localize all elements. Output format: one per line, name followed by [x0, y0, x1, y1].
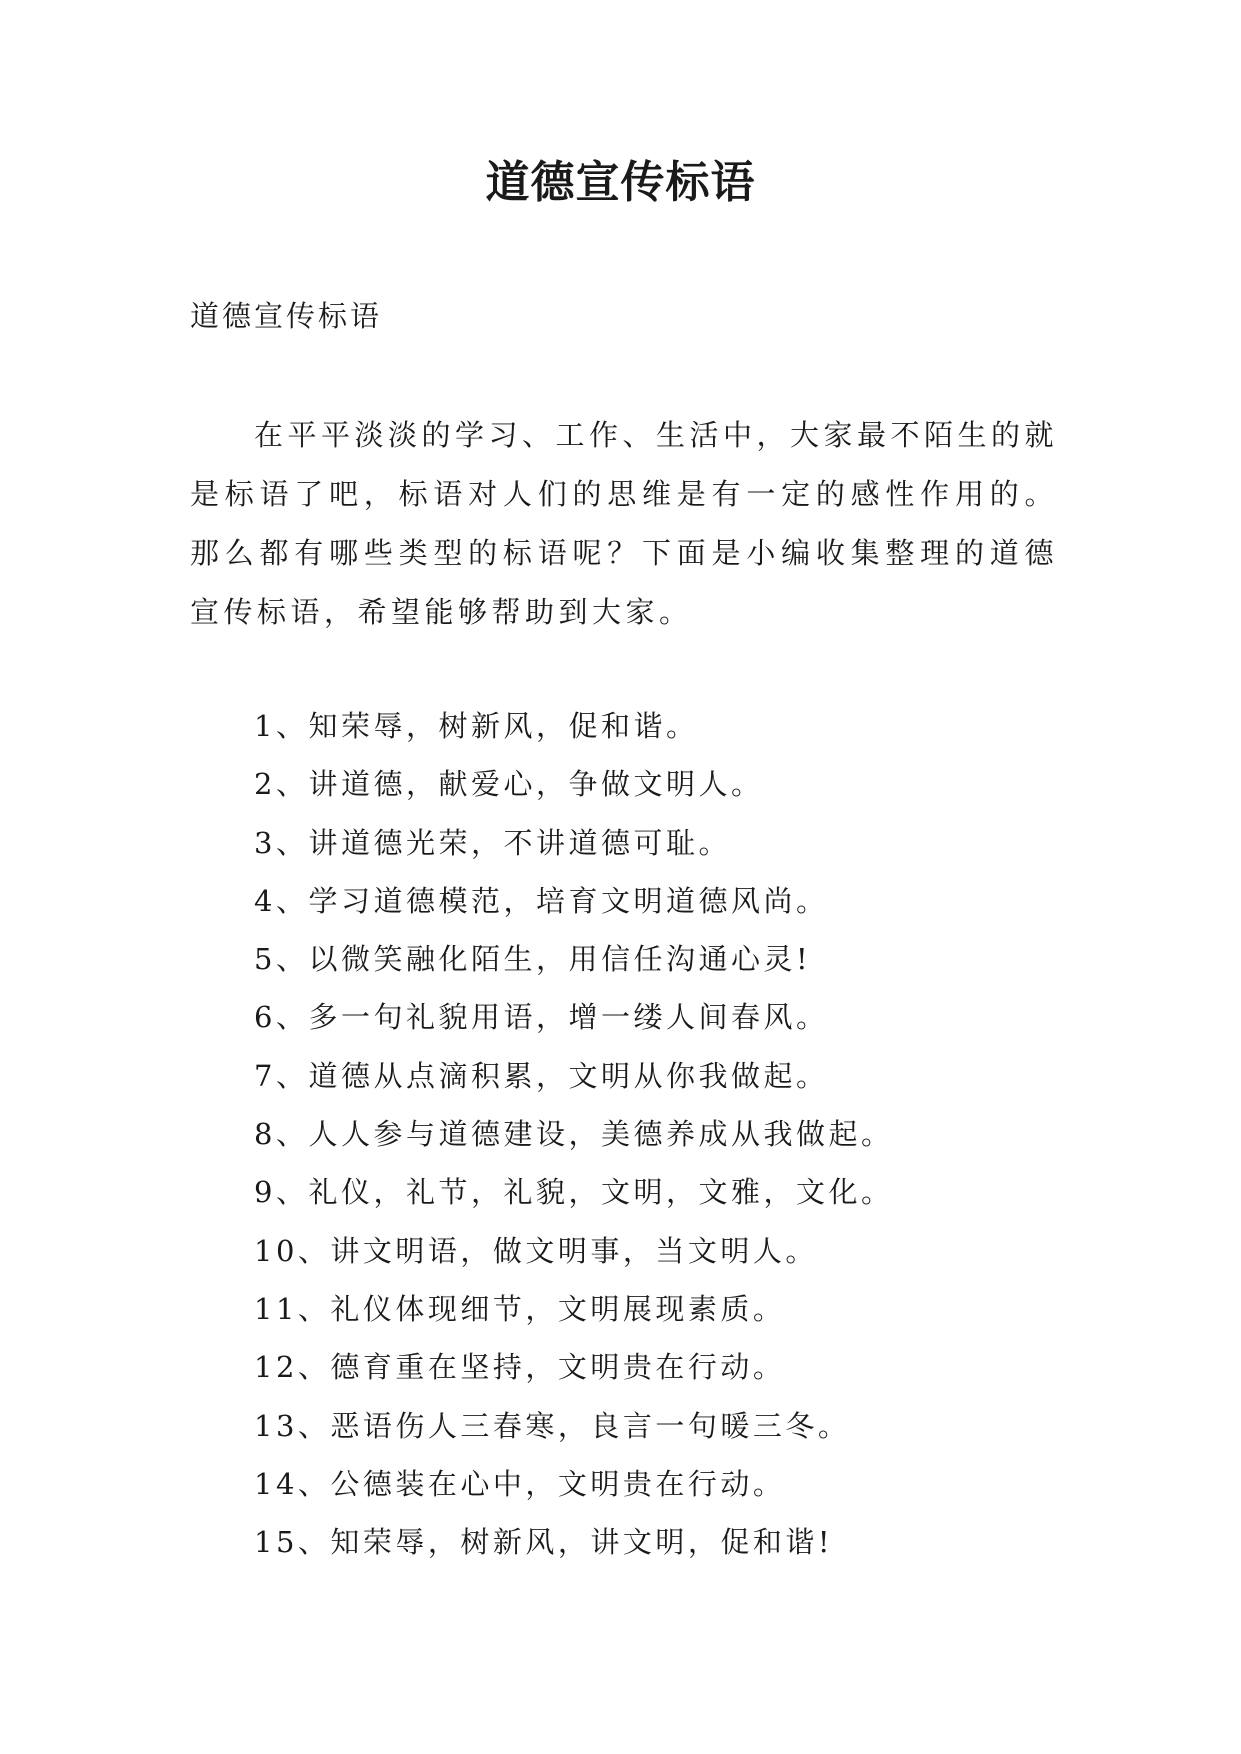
- slogan-item: 3、讲道德光荣，不讲道德可耻。: [254, 825, 731, 860]
- slogan-item: 13、恶语伤人三春寒，良言一句暖三冬。: [254, 1408, 851, 1443]
- slogan-item: 8、人人参与道德建设，美德养成从我做起。: [254, 1117, 894, 1152]
- slogan-item: 9、礼仪，礼节，礼貌，文明，文雅，文化。: [254, 1175, 894, 1210]
- document-title: 道德宣传标语: [485, 157, 756, 208]
- slogan-item: 1、知荣辱，树新风，促和谐。: [254, 709, 699, 743]
- slogan-item: 2、讲道德，献爱心，争做文明人。: [254, 767, 764, 802]
- slogan-item: 12、德育重在坚持，文明贵在行动。: [254, 1350, 786, 1385]
- slogan-item: 15、知荣辱，树新风，讲文明，促和谐!: [254, 1525, 834, 1560]
- slogan-list: [254, 697, 893, 1571]
- slogan-item: 4、学习道德模范，培育文明道德风尚。: [254, 883, 829, 918]
- slogan-item: 11、礼仪体现细节，文明展现素质。: [254, 1291, 786, 1326]
- slogan-item: 5、以微笑融化陌生，用信任沟通心灵!: [254, 942, 812, 977]
- slogan-item: 6、多一句礼貌用语，增一缕人间春风。: [254, 1000, 829, 1035]
- slogan-item: 10、讲文明语，做文明事，当文明人。: [254, 1233, 818, 1268]
- document-subtitle: 道德宣传标语: [190, 299, 383, 333]
- intro-paragraph: 在平平淡淡的学习、工作、生活中，大家最不陌生的就是标语了吧，标语对人们的思维是有一定的感性作用的。那么都有哪些类型的标语呢？下面是小编收集整理的道德宣传标语，希望能够帮助到大家。: [190, 418, 1059, 629]
- slogan-item: 14、公德装在心中，文明贵在行动。: [254, 1466, 786, 1501]
- slogan-item: 7、道德从点滴积累，文明从你我做起。: [254, 1058, 829, 1093]
